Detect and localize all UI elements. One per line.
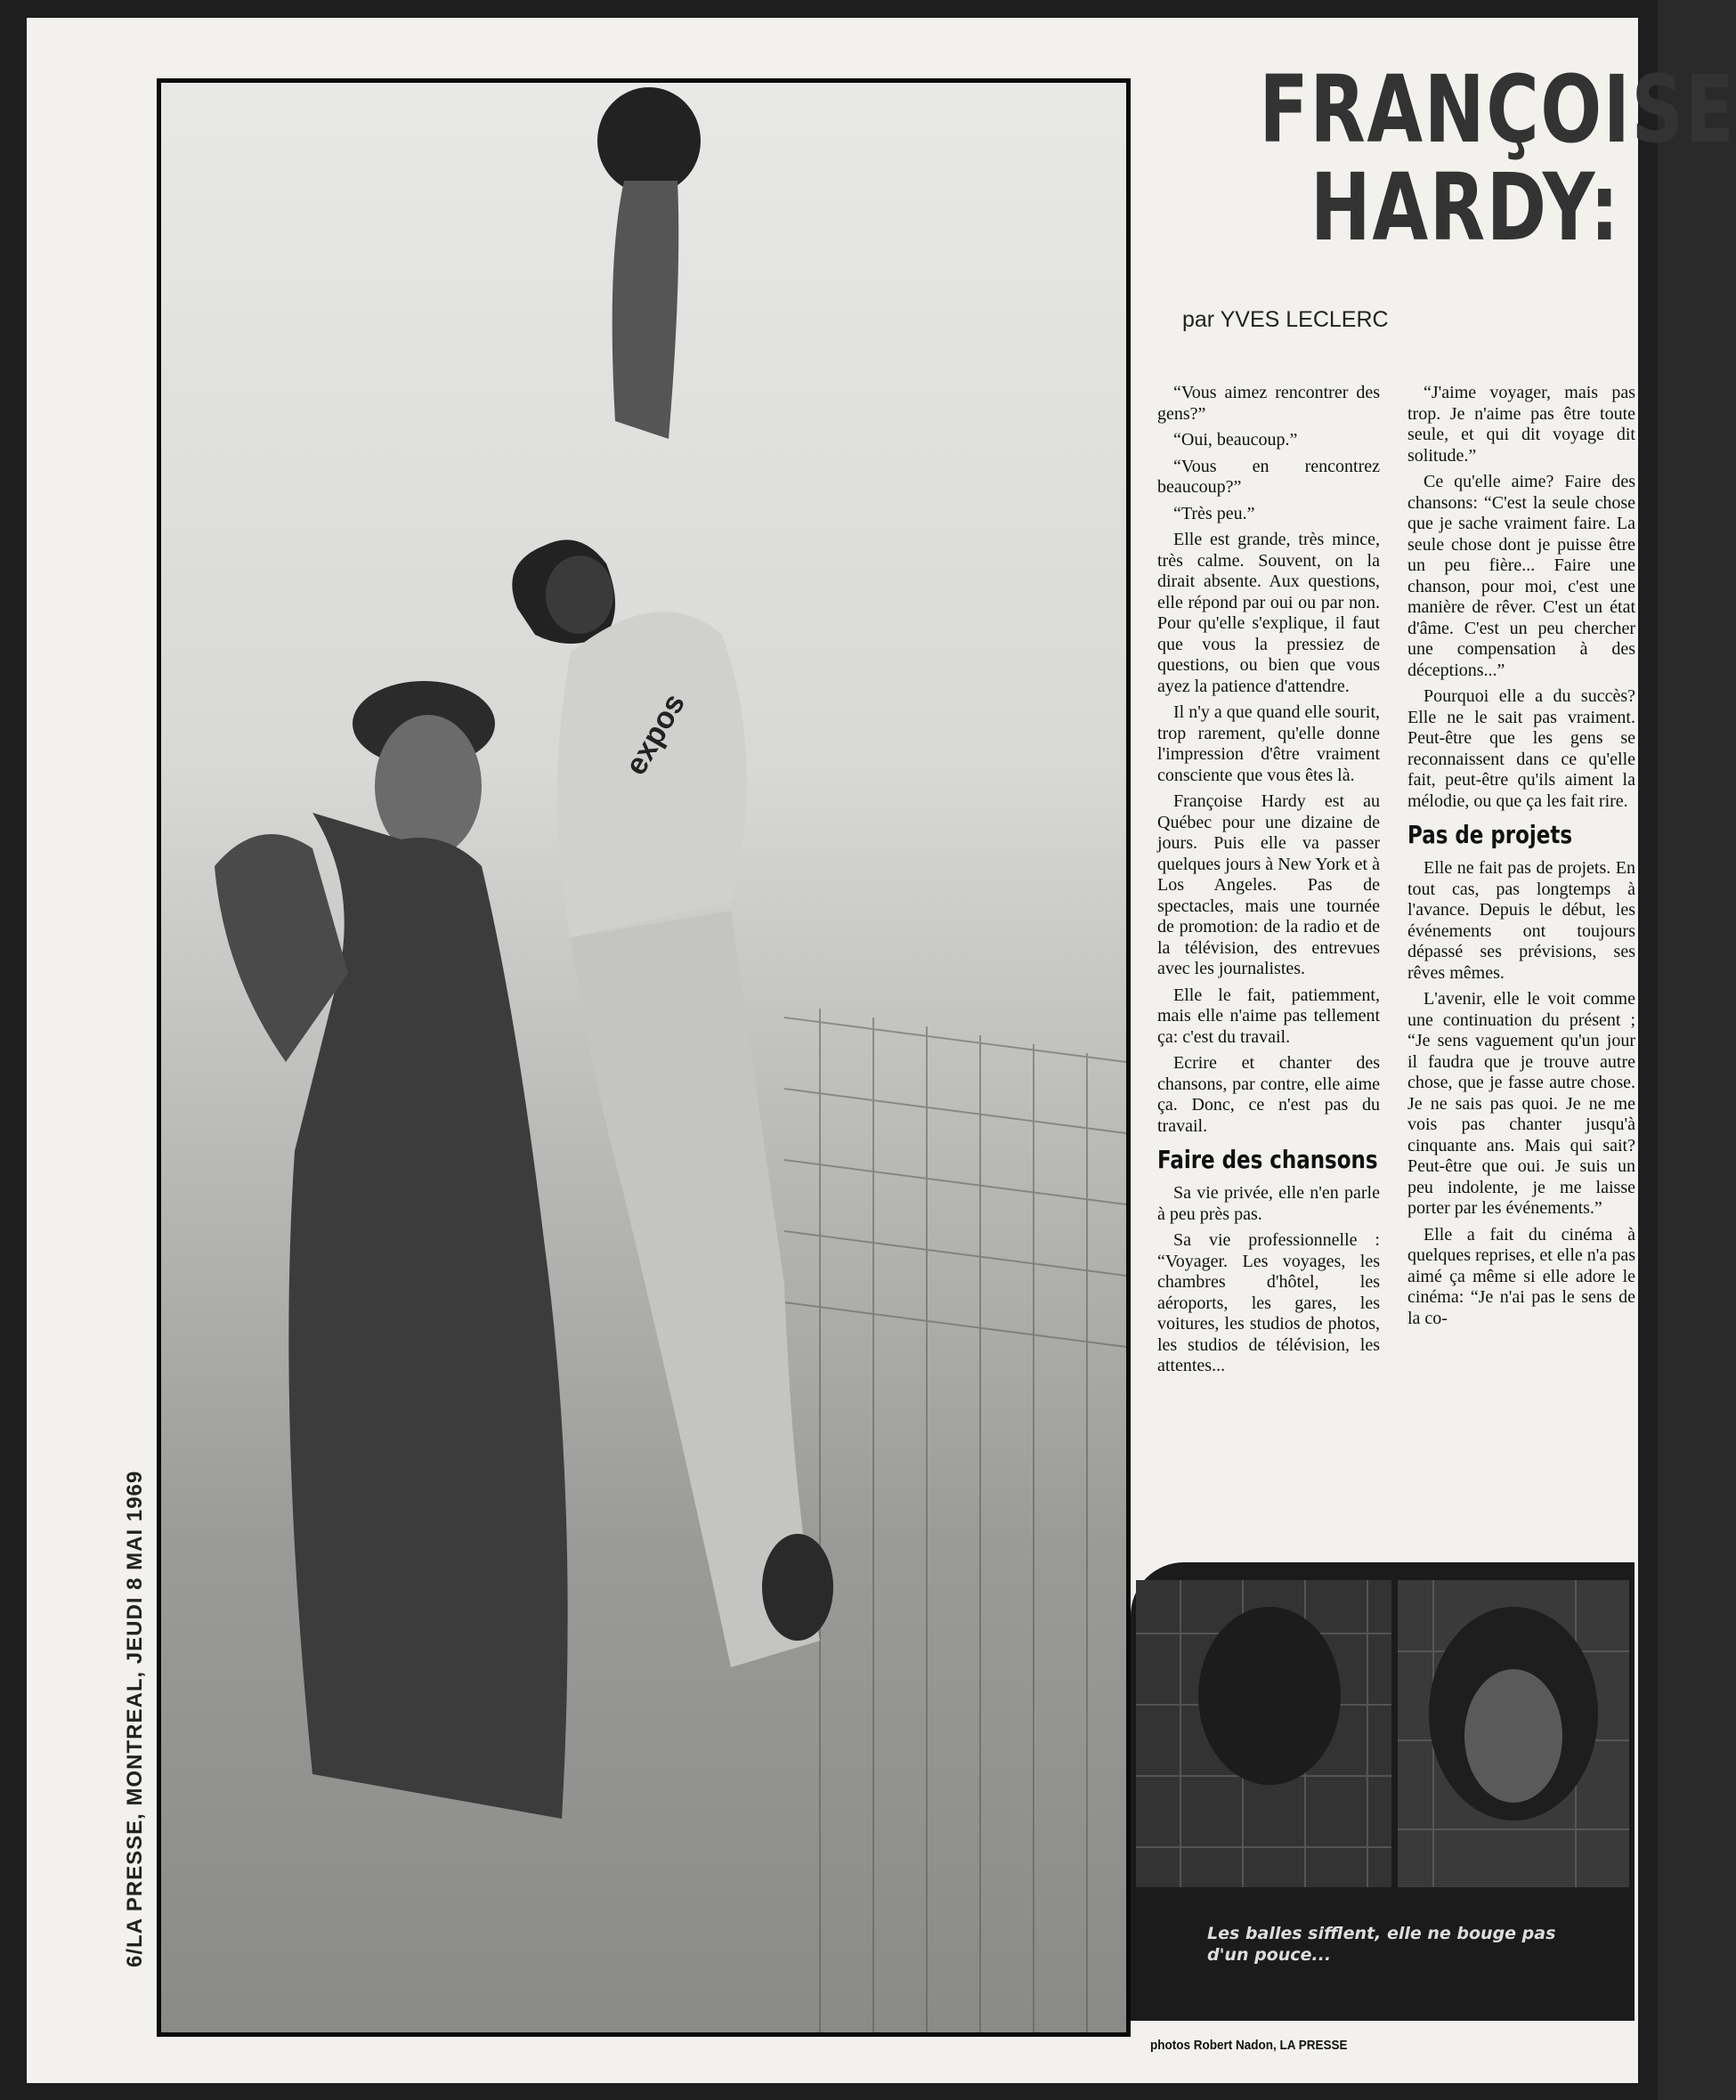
- article-column-2: [1407, 383, 1635, 1334]
- paragraph: “J'aime voyager, mais pas trop. Je n'aime pas être toute seule, et qui dit voyage dit solitude.”: [1407, 383, 1635, 466]
- headline: [1259, 55, 1736, 262]
- photo-caption: Les balles sifflent, elle ne bouge pas d'un pouce...: [1207, 1924, 1556, 1965]
- paragraph: L'avenir, elle le voit comme une continuation du présent ; “Je sens vaguement qu'un jour il faudra que je trouve autre chose, que je fasse autre chose. Je ne sais pas quoi. Je ne me vois pas chanter jusqu'à cinquante ans. Mais qui sait? Peut-être que oui. Je suis un peu indolente, je me laisse porter par les événements.”: [1407, 989, 1635, 1218]
- paragraph: Ce qu'elle aime? Faire des chansons: “C'est la seule chose que je sache vraiment faire. La seule chose dont je puisse être un peu fière... Faire une chanson, pour moi, c'est une manière de rêver. C'est un état d'âme. C'est un peu chercher une compensation à des déceptions...”: [1407, 472, 1635, 680]
- paragraph: Elle le fait, patiemment, mais elle n'aime pas tellement ça: c'est du travail.: [1157, 985, 1380, 1047]
- main-photo: [157, 78, 1131, 2037]
- dateline: 6/LA PRESSE, MONTREAL, JEUDI 8 MAI 1969: [123, 1470, 147, 1967]
- headline-line-1: FRANÇOISE: [1259, 55, 1736, 164]
- subheading: Pas de projets: [1407, 820, 1572, 849]
- paragraph: Françoise Hardy est au Québec pour une dizaine de jours. Puis elle va passer quelques jours à New York et à Los Angeles. Pas de spectacles, mais une tournée de promotion: de la radio et de la télévision, des entrevues avec les journalistes.: [1157, 791, 1380, 978]
- article-column-1: [1157, 383, 1380, 1382]
- headline-line-2: HARDY:: [1310, 153, 1620, 262]
- paragraph: Elle ne fait pas de projets. En tout cas, pas longtemps à l'avance. Depuis le début, les événements ont toujours dépassé ses prévisions, ses rêves mêmes.: [1407, 858, 1635, 983]
- paragraph: Sa vie professionnelle : “Voyager. Les voyages, les chambres d'hôtel, les aéroports, les gares, les voitures, les studios de photos, les studios de télévision, les attentes...: [1157, 1230, 1380, 1375]
- svg-text:expos: expos: [619, 687, 693, 781]
- photo-credit: photos Robert Nadon, LA PRESSE: [1150, 2038, 1348, 2053]
- paragraph: Pourquoi elle a du succès? Elle ne le sait pas vraiment. Peut-être que les gens se reconnaissent dans ce qu'elle fait, peut-être qu'ils aiment la mélodie, ou que ça les fait rire.: [1407, 686, 1635, 811]
- byline: par YVES LECLERC: [1182, 307, 1389, 332]
- paragraph: “Vous en rencontrez beaucoup?”: [1157, 456, 1380, 497]
- subheading: Faire des chansons: [1157, 1145, 1378, 1174]
- paragraph: Ecrire et chanter des chansons, par contre, elle aime ça. Donc, ce n'est pas du travail.: [1157, 1053, 1380, 1136]
- small-photo-left: [1136, 1580, 1391, 1887]
- paragraph: “Vous aimez rencontrer des gens?”: [1157, 383, 1380, 424]
- small-photo-right: [1398, 1580, 1629, 1887]
- paragraph: Elle a fait du cinéma à quelques reprises, et elle n'a pas aimé ça même si elle adore le cinéma: “Je n'ai pas le sens de la co-: [1407, 1224, 1635, 1328]
- paragraph: “Oui, beaucoup.”: [1173, 430, 1298, 450]
- paragraph: Il n'y a que quand elle sourit, trop rarement, qu'elle donne l'impression d'être vraiment consciente que vous êtes là.: [1157, 702, 1380, 785]
- paragraph: “Très peu.”: [1173, 503, 1255, 523]
- paragraph: Elle est grande, très mince, très calme. Souvent, on la dirait absente. Aux questions, elle répond par oui ou par non. Pour qu'elle s'explique, il faut que vous la pressiez de questions, ou bien que vous ayez la patience d'attendre.: [1157, 530, 1380, 696]
- paragraph: Sa vie privée, elle n'en parle à peu près pas.: [1157, 1183, 1380, 1224]
